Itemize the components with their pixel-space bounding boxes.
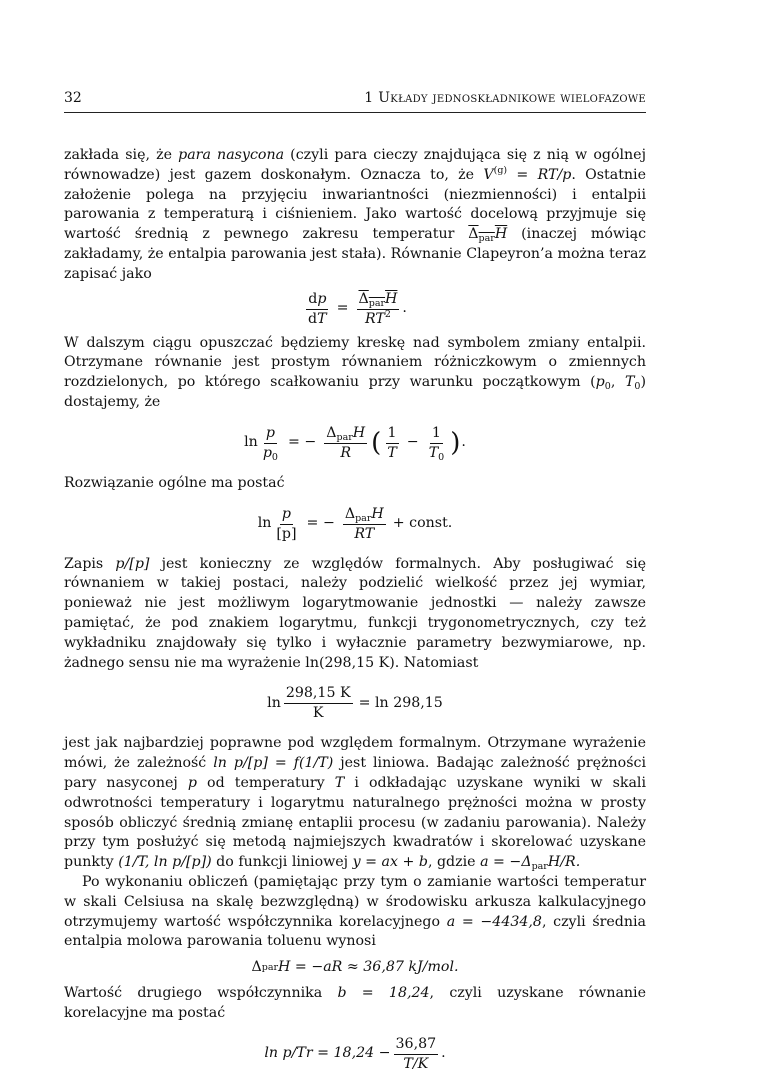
equation-correlation: ln p/Tr = 18,24 − $\frac{36,87}{T/K}$ . bbox=[264, 1035, 446, 1072]
running-head: 1 Układy jednoskładnikowe wielofazowe bbox=[364, 90, 646, 106]
paragraph-5: jest jak najbardziej poprawne pod względem formalnym. Otrzymane wyrażenie mówi, że zależność ln p/[p] = f(1/T) jest liniowa. Badając zależność prężności pary nasyconej p od temperatury T i odkładając uzyskane wyniki w skali odwrotności temperatury i logarytmu naturalnego prężności można w prosty sposób obliczyć średnią zmianę entaplii procesu (w zadaniu parowania). Należy przy tym posłużyć się metodą najmiejszych kwadratów i skorelować uzyskane punkty (1/T, ln p/[p]) do funkcji liniowej y = ax + b, gdzie $a = -\Delta_{par}H/R$. bbox=[64, 735, 646, 873]
paragraph-4: Zapis p/[p] jest konieczny ze względów formalnych. Aby posługiwać się równaniem w takiej postaci, należy podzielić wielkość przez jej wymiar, ponieważ nie jest możliwym logarytmowanie jednostki — należy zawsze pamiętać, że pod znakiem logarytmu, funkcji trygonometrycznych, czy też wykładniku znajdowały się tylko i wyłacznie parametry bezwymiarowe, np. żadnego sensu nie ma wyrażenie ln(298,15 K). Natomiast bbox=[64, 555, 646, 671]
paragraph-7: Wartość drugiego współczynnika b = 18,24, czyli uzyskane równanie korelacyjne ma postać bbox=[64, 984, 646, 1021]
page-header bbox=[64, 90, 646, 113]
equation-integrated: ln $\frac{p}{p_0}$ = − $\frac{\Delta_{par}H}{R}$ ( $\frac{1}{T}$ − $\frac{1}{T_0}$ ) . bbox=[244, 424, 466, 463]
page-body bbox=[64, 146, 646, 1085]
page-number: 32 bbox=[64, 90, 82, 106]
paragraph-1: zakłada się, że para nasycona (czyli para cieczy znajdująca się z nią w ogólnej równowadze) jest gazem doskonałym. Oznacza to, że $V^{(g)} = RT/p$. Ostatnie założenie polega na przyjęciu inwariantności (niezmienności) i entalpii parowania z temperaturą i ciśnieniem. Jako wartość docelową przyjmuje się wartość średnią z pewnego zakresu temperatur $\Delta_{par}H$ (inaczej mówiąc zakładamy, że entalpia parowania jest stała). Równanie Clapeyron’a można teraz zapisać jako bbox=[64, 147, 647, 282]
paragraph-2: W dalszym ciągu opuszczać będziemy kreskę nad symbolem zmiany entalpii. Otrzymane równanie jest prostym równaniem różniczkowym o zmiennych rozdzielonych, po którego scałkowaniu przy warunku początkowym ($p_0$, $T_0$) dostajemy, że bbox=[64, 334, 646, 410]
paragraph-6: Po wykonaniu obliczeń (pamiętając przy tym o zamianie wartości temperatur w skali Celsiusa na skalę bezwzględną) w środowisku arkusza kalkulacyjnego otrzymujemy wartość współczynnika korelacyjnego a = −4434,8, czyli średnia entalpia molowa parowania toluenu wynosi bbox=[64, 873, 646, 950]
equation-dh-result: Δ par H = −aR ≈ 36,87 kJ/mol. bbox=[251, 959, 459, 976]
paragraph-3: Rozwiązanie ogólne ma postać bbox=[64, 474, 285, 491]
equation-clapeyron: $\frac{dp}{dT}$ = $\frac{\Delta_{par}H}{RT^2}$ . bbox=[308, 290, 407, 327]
equation-general: ln $\frac{p}{[p]}$ = − $\frac{\Delta_{par}H}{RT}$ + const. bbox=[257, 505, 453, 542]
equation-ln298: ln $\frac{298,15 K}{K}$ = ln 298,15 bbox=[267, 685, 443, 722]
